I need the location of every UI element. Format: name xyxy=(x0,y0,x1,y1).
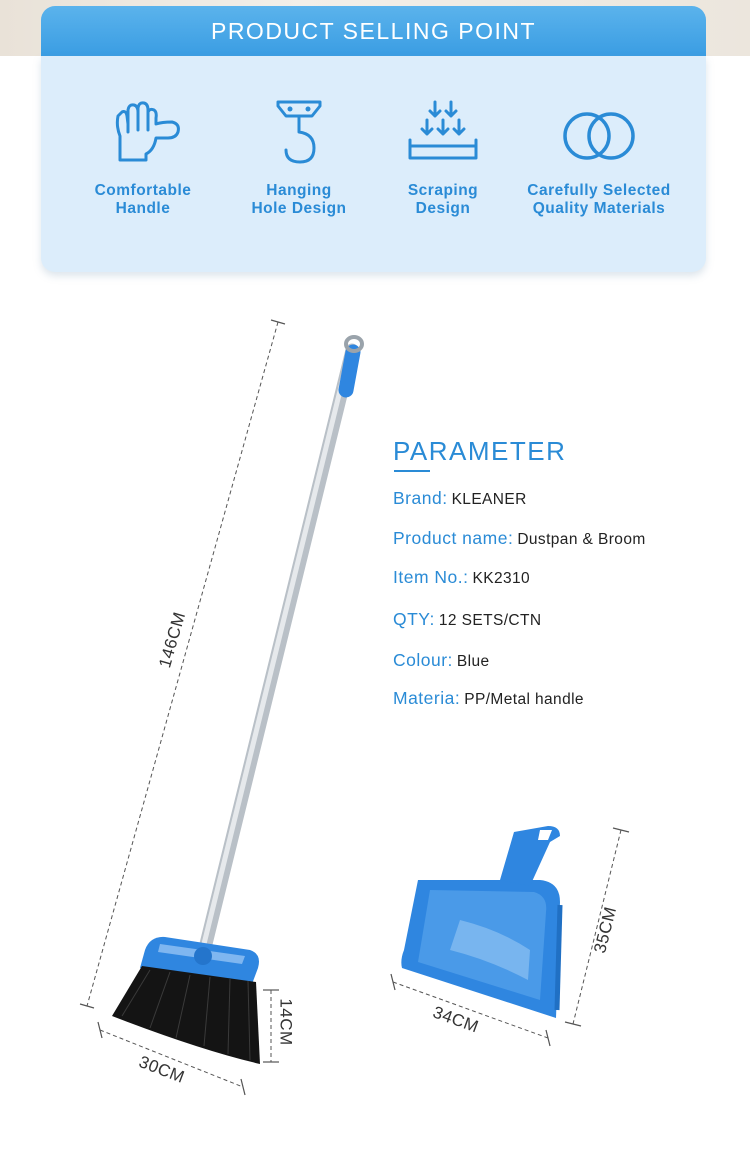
param-value: Blue xyxy=(456,653,490,670)
broom-height-label: 14CM xyxy=(276,998,296,1046)
param-label: Product name: xyxy=(393,528,514,548)
dustpan xyxy=(401,826,560,1018)
broom-length-dimension xyxy=(80,320,285,1008)
broom xyxy=(112,337,362,1064)
param-label: Colour: xyxy=(393,650,453,670)
param-row-qty xyxy=(393,609,541,630)
dustpan-width-label: 34CM xyxy=(430,1002,482,1037)
param-label: Brand: xyxy=(393,488,448,508)
param-row-item-no xyxy=(393,567,530,588)
param-label: QTY: xyxy=(393,609,435,629)
feature-label: Scraping Design xyxy=(407,182,479,217)
param-value: Dustpan & Broom xyxy=(517,531,646,548)
feature-label: Carefully Selected Quality Materials xyxy=(527,182,671,217)
selling-point-banner: PRODUCT SELLING POINT xyxy=(41,6,706,56)
param-value: KLEANER xyxy=(451,491,527,508)
parameter-underline xyxy=(394,470,430,472)
param-label: Materia: xyxy=(393,688,461,708)
param-value: KK2310 xyxy=(472,570,531,587)
feature-label: Comfortable Handle xyxy=(94,182,192,217)
parameter-title: PARAMETER xyxy=(393,436,567,466)
param-row-product-name xyxy=(393,528,646,549)
broom-length-label: 146CM xyxy=(155,609,190,671)
param-value: 12 SETS/CTN xyxy=(438,612,542,629)
param-row-colour xyxy=(393,650,490,671)
feature-label: Hanging Hole Design xyxy=(251,182,347,217)
param-label: Item No.: xyxy=(393,567,469,587)
param-row-brand xyxy=(393,488,527,509)
param-value: PP/Metal handle xyxy=(464,691,584,708)
param-row-material xyxy=(393,688,584,709)
dustpan-height-label: 35CM xyxy=(590,904,621,956)
broom-width-label: 30CM xyxy=(136,1052,188,1087)
